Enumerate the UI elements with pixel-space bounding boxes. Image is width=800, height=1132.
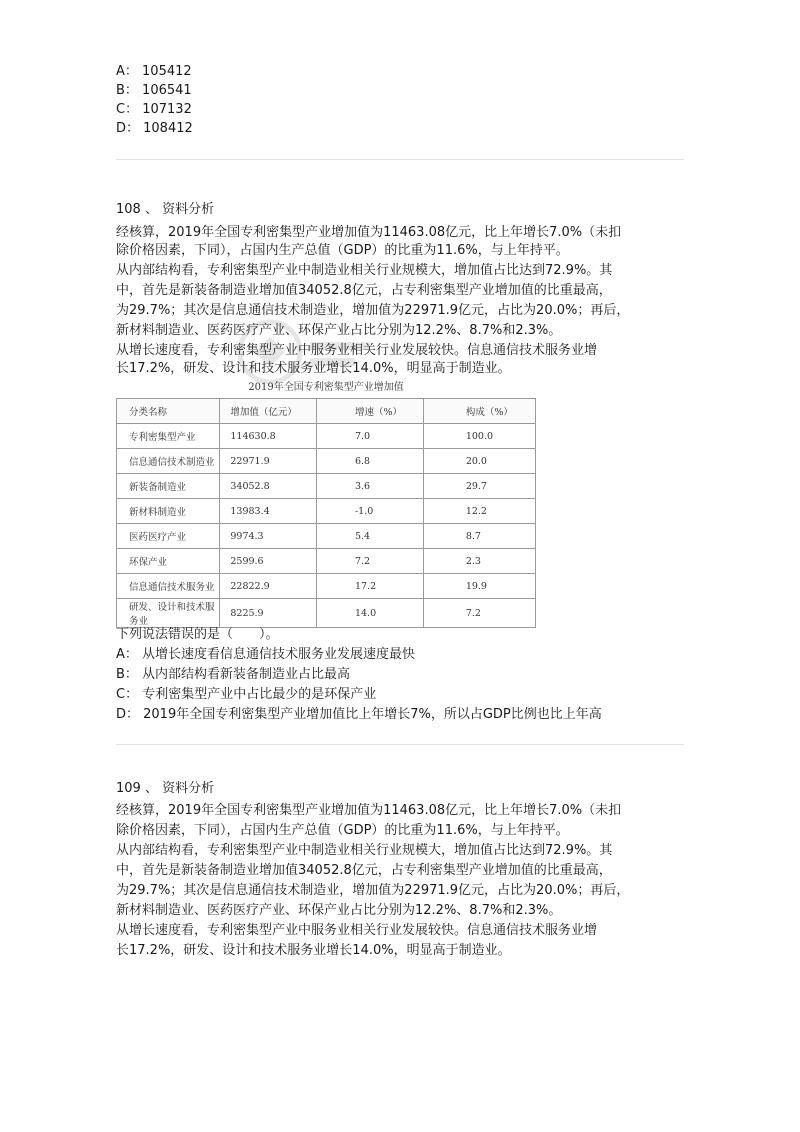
table-cell: 14.0	[316, 599, 423, 628]
table-cell: 20.0	[423, 449, 535, 474]
q108-passage-line: 为29.7%；其次是信息通信技术制造业，增加值为22971.9亿元，占比为20.0%；再后，	[116, 303, 630, 318]
table-title: 2019年全国专利密集型产业增加值	[248, 382, 404, 393]
table-cell: 34052.8	[220, 474, 317, 499]
q108-option-d[interactable]: D： 2019年全国专利密集型产业增加值比上年增长7%，所以占GDP比例也比上年高	[116, 707, 602, 722]
table-row	[117, 599, 536, 628]
q108-passage-line: 除价格因素，下同），占国内生产总值（GDP）的比重为11.6%，与上年持平。	[116, 243, 569, 258]
q108-passage-line: 新材料制造业、医药医疗产业、环保产业占比分别为12.2%、8.7%和2.3%。	[116, 323, 562, 338]
table-cell: 研发、设计和技术服务业	[117, 599, 220, 628]
table-cell: 8.7	[423, 524, 535, 549]
table-cell: 新装备制造业	[117, 474, 220, 499]
q108-question: 下列说法错误的是（ ）。	[116, 627, 279, 642]
table-header-cell: 分类名称	[117, 399, 220, 424]
table-row	[117, 499, 536, 524]
table-row	[117, 449, 536, 474]
q109-passage-line: 中，首先是新装备制造业增加值34052.8亿元，占专利密集型产业增加值的比重最高，	[116, 863, 612, 878]
table-cell: 7.2	[316, 549, 423, 574]
table-cell: 7.0	[316, 424, 423, 449]
q109-passage-line: 从内部结构看，专利密集型产业中制造业相关行业规模大，增加值占比达到72.9%。其	[116, 843, 613, 858]
q108-passage-line: 从增长速度看，专利密集型产业中服务业相关行业发展较快。信息通信技术服务业增	[116, 343, 598, 358]
table-cell: 7.2	[423, 599, 535, 628]
table-cell: 19.9	[423, 574, 535, 599]
data-table-image	[116, 378, 536, 627]
table-cell: 医药医疗产业	[117, 524, 220, 549]
table-cell: 17.2	[316, 574, 423, 599]
table-cell: 13983.4	[220, 499, 317, 524]
table-cell: 3.6	[316, 474, 423, 499]
q108-option-c[interactable]: C： 专利密集型产业中占比最少的是环保产业	[116, 687, 377, 702]
q107-option-b[interactable]: B： 106541	[116, 83, 192, 98]
table-cell: 环保产业	[117, 549, 220, 574]
q109-passage-line: 经核算，2019年全国专利密集型产业增加值为11463.08亿元，比上年增长7.0%（未扣	[116, 803, 622, 818]
q109-passage-line: 从增长速度看，专利密集型产业中服务业相关行业发展较快。信息通信技术服务业增	[116, 923, 598, 938]
q109-passage-line: 为29.7%；其次是信息通信技术制造业，增加值为22971.9亿元，占比为20.0%；再后，	[116, 883, 630, 898]
q107-option-c[interactable]: C： 107132	[116, 102, 192, 117]
table-cell: 114630.8	[220, 424, 317, 449]
q108-option-a[interactable]: A： 从增长速度看信息通信技术服务业发展速度最快	[116, 647, 416, 662]
table-cell: 5.4	[316, 524, 423, 549]
q109-passage-line: 除价格因素，下同），占国内生产总值（GDP）的比重为11.6%，与上年持平。	[116, 823, 569, 838]
table-cell: 6.8	[316, 449, 423, 474]
table-cell: 2.3	[423, 549, 535, 574]
table-cell: 信息通信技术服务业	[117, 574, 220, 599]
table-cell: 29.7	[423, 474, 535, 499]
q107-option-a[interactable]: A： 105412	[116, 64, 192, 79]
table-row	[117, 549, 536, 574]
q108-passage-line: 长17.2%，研发、设计和技术服务业增长14.0%，明显高于制造业。	[116, 361, 511, 376]
table-cell: 22822.9	[220, 574, 317, 599]
table-header-cell: 增加值（亿元）	[220, 399, 317, 424]
table-row	[117, 474, 536, 499]
q109-passage-line: 长17.2%，研发、设计和技术服务业增长14.0%，明显高于制造业。	[116, 943, 511, 958]
q109-passage-line: 新材料制造业、医药医疗产业、环保产业占比分别为12.2%、8.7%和2.3%。	[116, 903, 562, 918]
q107-option-d[interactable]: D： 108412	[116, 121, 193, 136]
q108-passage-line: 从内部结构看，专利密集型产业中制造业相关行业规模大，增加值占比达到72.9%。其	[116, 263, 613, 278]
table-header-cell: 构成（%）	[423, 399, 535, 424]
table-cell: 22971.9	[220, 449, 317, 474]
table-header-row	[117, 399, 536, 424]
table-cell: 100.0	[423, 424, 535, 449]
divider	[116, 159, 684, 160]
table-cell: 专利密集型产业	[117, 424, 220, 449]
table-row	[117, 524, 536, 549]
table-cell: 2599.6	[220, 549, 317, 574]
q108-passage-line: 中，首先是新装备制造业增加值34052.8亿元，占专利密集型产业增加值的比重最高，	[116, 283, 612, 298]
table-row	[117, 574, 536, 599]
table-header-cell: 增速（%）	[316, 399, 423, 424]
q108-option-b[interactable]: B： 从内部结构看新装备制造业占比最高	[116, 667, 351, 682]
table-cell: 信息通信技术制造业	[117, 449, 220, 474]
table-cell: 新材料制造业	[117, 499, 220, 524]
table-cell: -1.0	[316, 499, 423, 524]
table-cell: 9974.3	[220, 524, 317, 549]
data-table	[116, 398, 536, 628]
table-cell: 12.2	[423, 499, 535, 524]
table-cell: 8225.9	[220, 599, 317, 628]
divider	[116, 744, 684, 745]
table-row	[117, 424, 536, 449]
q108-header: 108 、 资料分析	[116, 202, 215, 217]
q108-passage-line: 经核算，2019年全国专利密集型产业增加值为11463.08亿元，比上年增长7.0%（未扣	[116, 225, 622, 240]
q109-header: 109 、 资料分析	[116, 781, 215, 796]
